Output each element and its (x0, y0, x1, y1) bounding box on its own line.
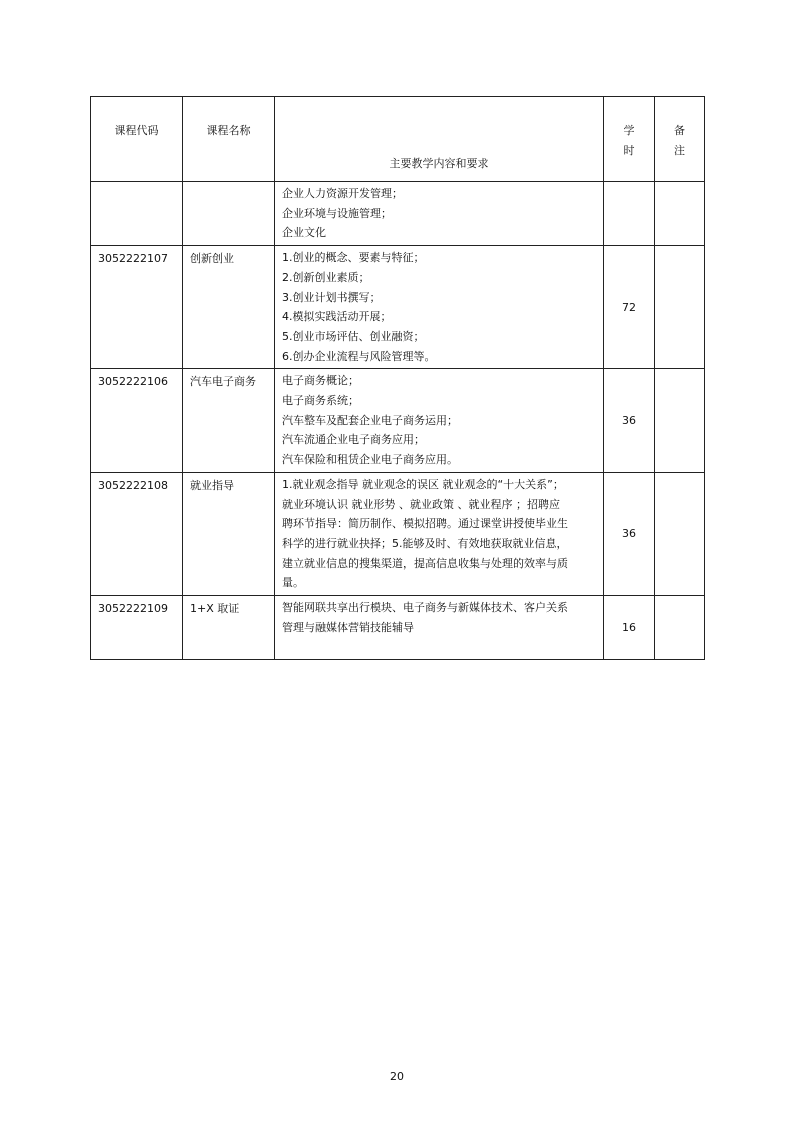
content-line: 汽车流通企业电子商务应用； (282, 433, 425, 447)
course-code-cell: 3052222109 (91, 596, 183, 660)
course-content-cell (275, 246, 604, 369)
course-hours-cell: 36 (604, 472, 655, 595)
course-code-cell: 3052222108 (91, 472, 183, 595)
header-note (655, 97, 705, 182)
content-line: 5.创业市场评估、创业融资； (282, 329, 425, 343)
course-name-cell: 就业指导 (183, 472, 275, 595)
course-note-cell (655, 182, 705, 246)
content-line: 企业文化 (282, 226, 326, 240)
course-content-cell (275, 369, 604, 473)
header-note-char-1: 备 (674, 124, 685, 137)
content-line: 1.创业的概念、要素与特征； (282, 251, 425, 265)
course-table (90, 96, 705, 660)
content-line: 汽车整车及配套企业电子商务运用； (282, 413, 458, 427)
course-name-cell: 1+X 取证 (183, 596, 275, 660)
header-course-name: 课程名称 (183, 97, 275, 182)
content-line: 企业环境与设施管理； (282, 206, 392, 220)
course-note-cell (655, 246, 705, 369)
course-code-cell: 3052222107 (91, 246, 183, 369)
content-line: 科学的进行就业抉择；5.能够及时、有效地获取就业信息， (282, 536, 568, 550)
content-line: 企业人力资源开发管理； (282, 187, 403, 200)
header-hours-char-2: 时 (623, 144, 635, 157)
course-name-cell (183, 182, 275, 246)
course-hours-cell: 72 (604, 246, 655, 369)
content-line: 2.创新创业素质； (282, 270, 370, 284)
header-hours-char-1: 学 (623, 124, 635, 137)
content-line: 建立就业信息的搜集渠道，提高信息收集与处理的效率与质 (282, 556, 568, 570)
course-content-cell (275, 182, 604, 246)
content-line: 管理与融媒体营销技能辅导 (282, 620, 414, 634)
course-hours-cell: 36 (604, 369, 655, 473)
course-note-cell (655, 472, 705, 595)
course-name-cell: 汽车电子商务 (183, 369, 275, 473)
content-line: 1.就业观念指导 就业观念的误区 就业观念的“十大关系”； (282, 477, 564, 491)
course-note-cell (655, 369, 705, 473)
content-line: 智能网联共享出行模块、电子商务与新媒体技术、客户关系 (282, 601, 568, 615)
content-line: 就业环境认识 就业形势 、就业政策 、就业程序 ；招聘应 (282, 497, 560, 511)
content-line: 电子商务概论； (282, 374, 359, 388)
table-row (91, 369, 705, 473)
course-name-cell: 创新创业 (183, 246, 275, 369)
content-line: 4.模拟实践活动开展； (282, 310, 392, 324)
content-line: 量。 (282, 576, 304, 590)
course-hours-cell: 16 (604, 596, 655, 660)
content-line: 聘环节指导：简历制作、模拟招聘。通过课堂讲授使毕业生 (282, 517, 568, 531)
table-row (91, 472, 705, 595)
course-code-cell (91, 182, 183, 246)
course-note-cell (655, 596, 705, 660)
course-content-cell (275, 596, 604, 660)
table-row (91, 246, 705, 369)
header-course-code: 课程代码 (91, 97, 183, 182)
table-row (91, 596, 705, 660)
table-row (91, 182, 705, 246)
content-line: 6.创办企业流程与风险管理等。 (282, 349, 436, 363)
header-content: 主要教学内容和要求 (275, 97, 604, 182)
course-code-cell: 3052222106 (91, 369, 183, 473)
content-line: 汽车保险和租赁企业电子商务应用。 (282, 453, 458, 467)
header-note-char-2: 注 (674, 144, 685, 157)
content-line: 3.创业计划书撰写； (282, 290, 381, 304)
course-content-cell (275, 472, 604, 595)
header-hours (604, 97, 655, 182)
page-number: 20 (390, 1070, 404, 1083)
content-line: 电子商务系统； (282, 394, 359, 408)
table-header-row (91, 97, 705, 182)
course-hours-cell (604, 182, 655, 246)
